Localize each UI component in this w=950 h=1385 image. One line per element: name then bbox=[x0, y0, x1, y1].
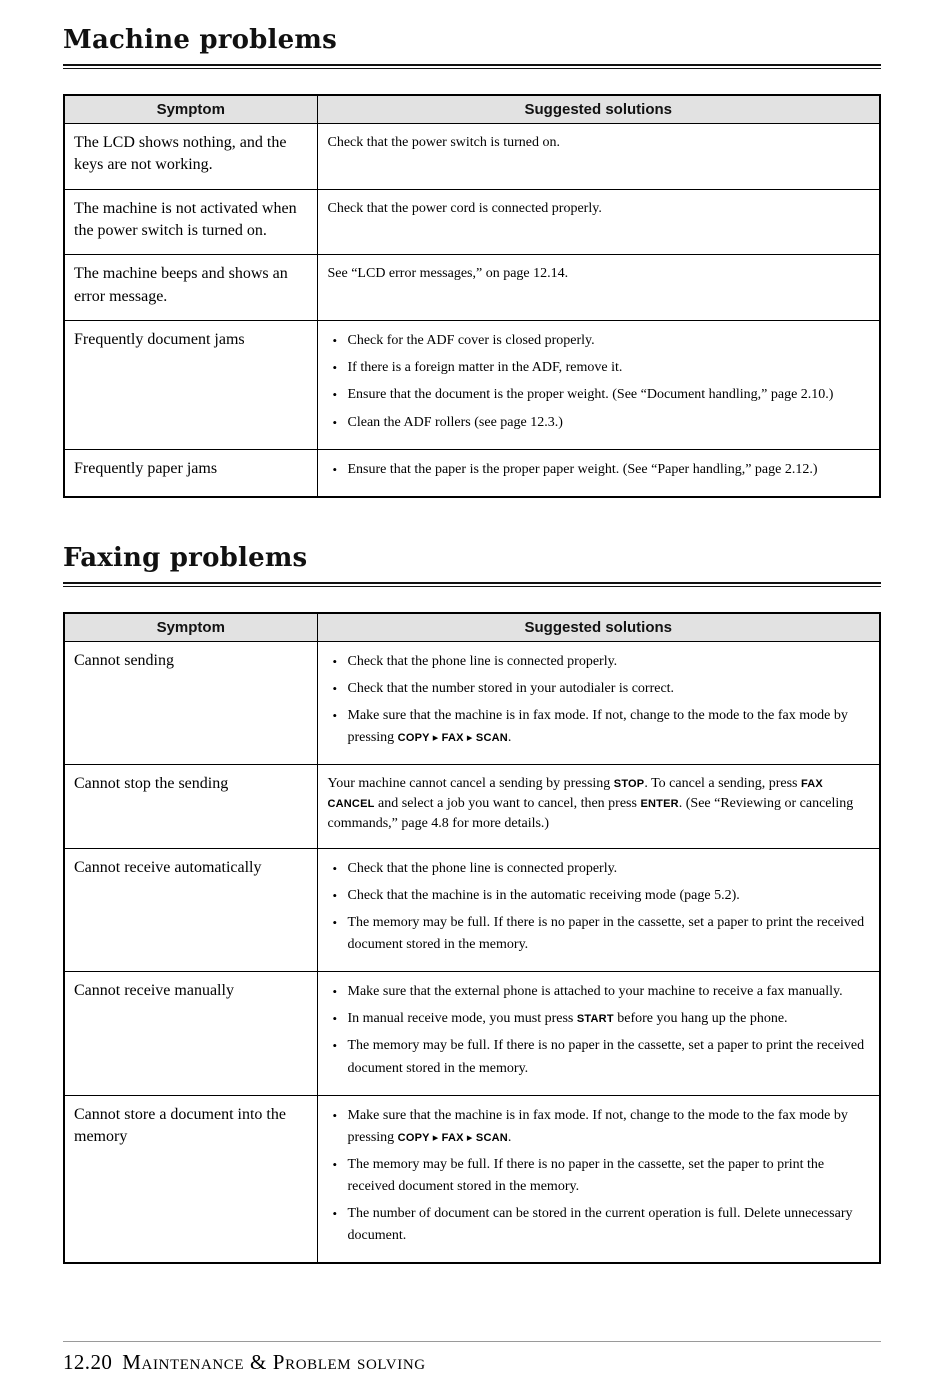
bullet-text bbox=[348, 981, 868, 1003]
symptom-cell: Frequently paper jams bbox=[64, 449, 317, 497]
bullet-icon: • bbox=[332, 984, 338, 1000]
text-segment: . bbox=[507, 730, 512, 745]
solution-paragraph bbox=[328, 774, 868, 834]
bullet-icon: • bbox=[332, 680, 338, 696]
solutions-cell bbox=[317, 189, 880, 255]
bullet-item bbox=[333, 1008, 868, 1030]
symptom-cell: The machine beeps and shows an error message. bbox=[64, 255, 317, 321]
bullet-item bbox=[333, 651, 868, 673]
bullet-text bbox=[348, 678, 868, 700]
table-row bbox=[64, 641, 880, 764]
solutions-cell bbox=[317, 848, 880, 971]
bullet-icon: • bbox=[332, 333, 338, 349]
bullet-icon: • bbox=[332, 1206, 338, 1222]
bullet-item bbox=[333, 330, 868, 352]
bullet-text bbox=[348, 858, 868, 880]
bullet-icon: • bbox=[332, 653, 338, 669]
text-segment: before you hang up the phone. bbox=[613, 1011, 788, 1027]
page-footer bbox=[63, 1341, 881, 1375]
text-segment: Make sure that the machine is in fax mode. If not, change to the mode to the fax mode by pressing bbox=[347, 1107, 848, 1145]
bullet-text bbox=[348, 1035, 868, 1079]
text-segment: Check that the phone line is connected properly. bbox=[347, 860, 618, 876]
text-segment: Check that the power cord is connected properly. bbox=[327, 200, 602, 216]
bullet-text bbox=[348, 651, 868, 673]
bullet-item bbox=[333, 858, 868, 880]
solutions-cell bbox=[317, 972, 880, 1095]
section-machine-problems bbox=[63, 26, 881, 498]
text-segment: Check that the power switch is turned on. bbox=[327, 134, 561, 150]
solutions-cell bbox=[317, 123, 880, 189]
key-name: START bbox=[576, 1013, 614, 1026]
column-header-solutions: Suggested solutions bbox=[317, 95, 880, 124]
text-segment: The memory may be full. If there is no paper in the cassette, set the paper to print the received document stored in the memory. bbox=[347, 1156, 825, 1194]
table-head bbox=[64, 613, 880, 642]
key-name: COPY ▸ FAX ▸ SCAN bbox=[397, 732, 508, 744]
bullet-icon: • bbox=[332, 1107, 338, 1123]
text-segment: Make sure that the external phone is attached to your machine to receive a fax manually. bbox=[347, 984, 843, 1000]
solutions-cell bbox=[317, 765, 880, 849]
key-name: ENTER bbox=[640, 797, 679, 810]
text-segment: Make sure that the machine is in fax mode. If not, change to the mode to the fax mode by pressing bbox=[347, 707, 848, 745]
bullet-item bbox=[333, 981, 868, 1003]
section-title-rule bbox=[63, 64, 881, 69]
bullet-icon: • bbox=[332, 707, 338, 723]
bullet-icon: • bbox=[332, 1011, 338, 1027]
text-segment: Check that the machine is in the automatic receiving mode (page 5.2). bbox=[347, 887, 740, 903]
solution-paragraph bbox=[328, 199, 868, 219]
bullet-item bbox=[333, 705, 868, 749]
text-segment: The memory may be full. If there is no paper in the cassette, set a paper to print the received document stored in the memory. bbox=[347, 1038, 865, 1076]
bullet-icon: • bbox=[332, 360, 338, 376]
key-name: FAX CANCEL bbox=[327, 778, 823, 810]
bullet-icon: • bbox=[332, 860, 338, 876]
page-number: 12.20 bbox=[63, 1350, 113, 1374]
bullet-text bbox=[348, 1105, 868, 1149]
text-segment: and select a job you want to cancel, then press bbox=[374, 795, 641, 811]
symptom-cell: Cannot receive automatically bbox=[64, 848, 317, 971]
bullet-item bbox=[333, 678, 868, 700]
bullet-icon: • bbox=[332, 1038, 338, 1054]
solutions-cell bbox=[317, 321, 880, 449]
solution-paragraph bbox=[328, 264, 868, 284]
table-row bbox=[64, 123, 880, 189]
column-header-symptom: Symptom bbox=[64, 95, 317, 124]
bullet-icon: • bbox=[332, 887, 338, 903]
table-row bbox=[64, 449, 880, 497]
bullet-text bbox=[348, 330, 868, 352]
key-name: STOP bbox=[613, 778, 645, 791]
symptom-cell: Cannot receive manually bbox=[64, 972, 317, 1095]
bullet-item bbox=[333, 885, 868, 907]
table-row bbox=[64, 848, 880, 971]
column-header-symptom: Symptom bbox=[64, 613, 317, 642]
solutions-cell bbox=[317, 255, 880, 321]
bullet-item bbox=[333, 912, 868, 956]
bullet-text bbox=[348, 384, 868, 406]
key-name: COPY ▸ FAX ▸ SCAN bbox=[397, 1131, 508, 1144]
text-segment: The number of document can be stored in the current operation is full. Delete unnecessary document. bbox=[347, 1206, 853, 1244]
table-row bbox=[64, 321, 880, 449]
bullet-icon: • bbox=[332, 461, 338, 477]
bullet-text bbox=[348, 412, 868, 434]
machine-problems-table bbox=[63, 94, 881, 498]
text-segment: Ensure that the paper is the proper paper weight. (See “Paper handling,” page 2.12.) bbox=[347, 461, 818, 477]
text-segment: Clean the ADF rollers (see page 12.3.) bbox=[347, 414, 563, 430]
bullet-item bbox=[333, 384, 868, 406]
faxing-problems-table bbox=[63, 612, 881, 1265]
bullet-item bbox=[333, 1154, 868, 1198]
bullet-text bbox=[348, 1154, 868, 1198]
symptom-cell: The machine is not activated when the power switch is turned on. bbox=[64, 189, 317, 255]
table-row bbox=[64, 765, 880, 849]
section-title-faxing-problems: Faxing problems bbox=[63, 542, 308, 573]
bullet-item bbox=[333, 357, 868, 379]
section-faxing-problems bbox=[63, 544, 881, 1264]
bullet-item bbox=[333, 1035, 868, 1079]
header-row bbox=[64, 95, 880, 124]
table-row bbox=[64, 972, 880, 1095]
table-head bbox=[64, 95, 880, 124]
symptom-cell: Cannot stop the sending bbox=[64, 765, 317, 849]
text-segment: Check for the ADF cover is closed properly. bbox=[347, 333, 595, 349]
bullet-icon: • bbox=[332, 914, 338, 930]
header-row bbox=[64, 613, 880, 642]
bullet-text bbox=[348, 459, 868, 481]
bullet-text bbox=[348, 705, 868, 749]
solution-paragraph bbox=[328, 133, 868, 153]
text-segment: . To cancel a sending, press bbox=[644, 776, 801, 792]
bullet-text bbox=[348, 912, 868, 956]
symptom-cell: Cannot store a document into the memory bbox=[64, 1095, 317, 1263]
section-title-rule bbox=[63, 582, 881, 587]
bullet-text bbox=[348, 1203, 868, 1247]
bullet-item bbox=[333, 412, 868, 434]
text-segment: Your machine cannot cancel a sending by pressing bbox=[327, 776, 614, 792]
section-title-machine-problems: Machine problems bbox=[63, 25, 337, 55]
table-body bbox=[64, 123, 880, 496]
symptom-cell: Cannot sending bbox=[64, 641, 317, 764]
symptom-cell: The LCD shows nothing, and the keys are not working. bbox=[64, 123, 317, 189]
bullet-text bbox=[348, 1008, 868, 1030]
symptom-cell: Frequently document jams bbox=[64, 321, 317, 449]
text-segment: . bbox=[507, 1129, 512, 1145]
text-segment: Ensure that the document is the proper weight. (See “Document handling,” page 2.10.) bbox=[347, 387, 834, 403]
solutions-cell bbox=[317, 1095, 880, 1263]
solutions-cell bbox=[317, 641, 880, 764]
table-row bbox=[64, 189, 880, 255]
text-segment: . (See “Reviewing or canceling commands,” page 4.8 for more details.) bbox=[327, 795, 854, 831]
table-row bbox=[64, 1095, 880, 1263]
text-segment: Check that the phone line is connected properly. bbox=[347, 653, 618, 669]
bullet-icon: • bbox=[332, 387, 338, 403]
text-segment: See “LCD error messages,” on page 12.14. bbox=[327, 266, 569, 282]
text-segment: The memory may be full. If there is no paper in the cassette, set a paper to print the received document stored in the memory. bbox=[347, 914, 865, 953]
column-header-solutions: Suggested solutions bbox=[317, 613, 880, 642]
table-body bbox=[64, 641, 880, 1263]
bullet-text bbox=[348, 357, 868, 379]
footer-section-label: Maintenance & Problem solving bbox=[122, 1350, 426, 1374]
bullet-icon: • bbox=[332, 414, 338, 430]
bullet-item bbox=[333, 1203, 868, 1247]
text-segment: In manual receive mode, you must press bbox=[347, 1011, 577, 1027]
bullet-item bbox=[333, 1105, 868, 1149]
solutions-cell bbox=[317, 449, 880, 497]
text-segment: If there is a foreign matter in the ADF, remove it. bbox=[347, 360, 623, 376]
bullet-item bbox=[333, 459, 868, 481]
bullet-icon: • bbox=[332, 1156, 338, 1172]
bullet-text bbox=[348, 885, 868, 907]
text-segment: Check that the number stored in your autodialer is correct. bbox=[347, 680, 675, 696]
table-row bbox=[64, 255, 880, 321]
